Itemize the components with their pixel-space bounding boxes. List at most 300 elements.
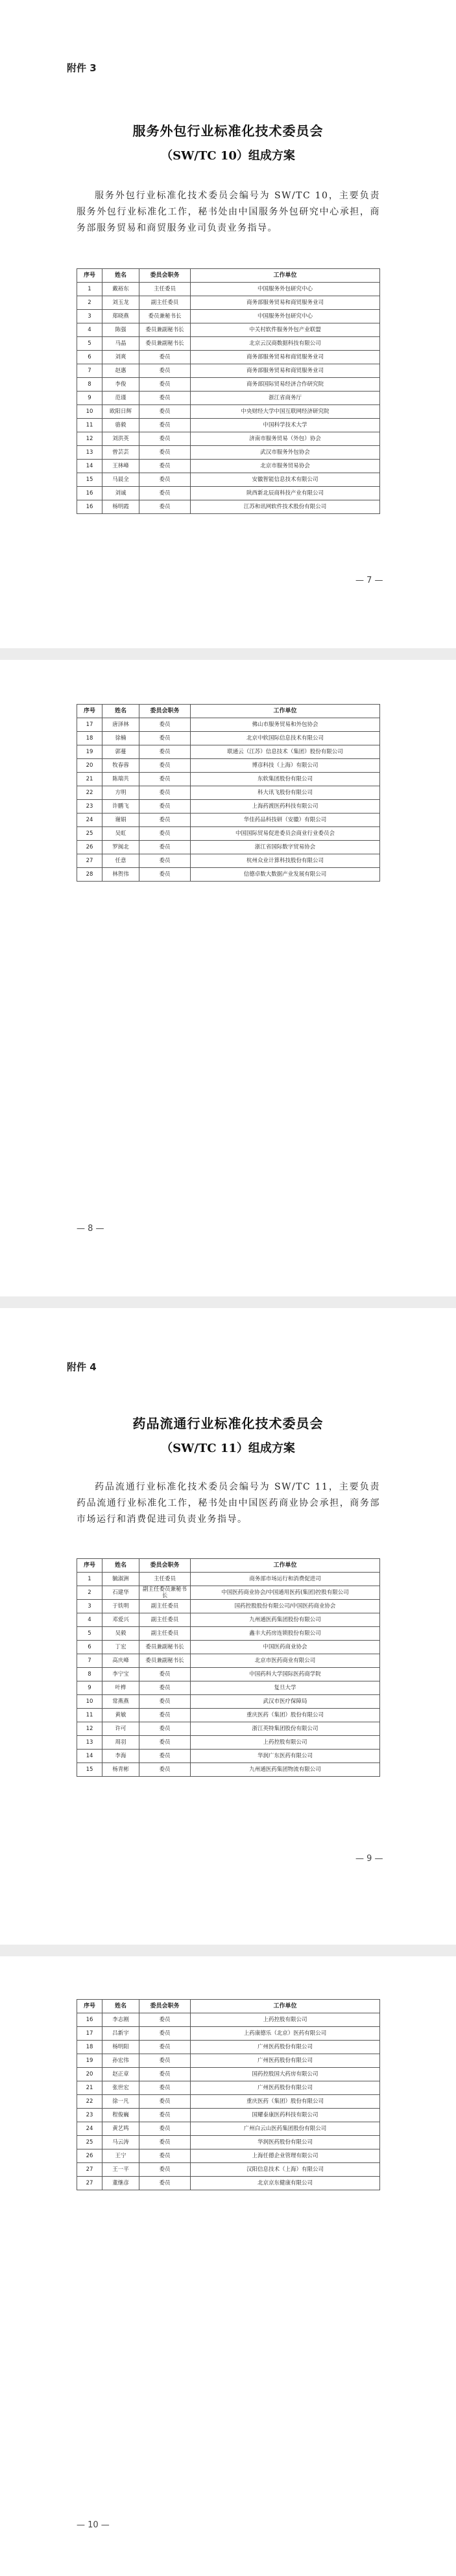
cell-name: 赵正章 xyxy=(102,2068,139,2081)
cell-role: 委员 xyxy=(139,2149,191,2163)
cell-employer: 中央财经大学中国互联网经济研究院 xyxy=(191,405,380,419)
cell-role: 副主任委员 xyxy=(139,1600,191,1613)
cell-role: 主任委员 xyxy=(139,283,191,296)
cell-name: 刘诚 xyxy=(102,487,139,500)
cell-role: 委员 xyxy=(139,1750,191,1763)
cell-index: 2 xyxy=(77,296,102,310)
cell-employer: 广州医药股份有限公司 xyxy=(191,2081,380,2095)
table-row xyxy=(77,392,380,405)
table-row xyxy=(77,814,380,827)
cell-role: 委员 xyxy=(139,2013,191,2027)
table-row xyxy=(77,854,380,868)
cell-index: 2 xyxy=(77,1586,102,1600)
cell-index: 13 xyxy=(77,1736,102,1750)
cell-role: 委员 xyxy=(139,759,191,773)
cell-role: 委员 xyxy=(139,2095,191,2109)
cell-role: 委员兼副秘书长 xyxy=(139,1641,191,1654)
cell-index: 21 xyxy=(77,773,102,786)
cell-role: 委员 xyxy=(139,1709,191,1722)
table-row xyxy=(77,2068,380,2081)
page-7 xyxy=(0,0,456,648)
cell-role: 委员 xyxy=(139,2109,191,2122)
cell-employer: 杭州众业计算科技股份有限公司 xyxy=(191,854,380,868)
cell-role: 委员 xyxy=(139,868,191,882)
cell-role: 委员兼副秘书长 xyxy=(139,323,191,337)
cell-name: 刘洪英 xyxy=(102,432,139,446)
cell-role: 委员 xyxy=(139,487,191,500)
cell-employer: 中国国际贸易促进委员会商业行业委员会 xyxy=(191,827,380,841)
cell-name: 丁宏 xyxy=(102,1641,139,1654)
cell-name: 郑晓燕 xyxy=(102,310,139,323)
cell-employer: 北京中软国际信息技术有限公司 xyxy=(191,732,380,745)
cell-employer: 中国服务外包研究中心 xyxy=(191,310,380,323)
cell-index: 19 xyxy=(77,2054,102,2068)
table-row xyxy=(77,1750,380,1763)
cell-name: 牧春蓉 xyxy=(102,759,139,773)
cell-employer: 九州通医药集团物流有限公司 xyxy=(191,1763,380,1777)
table-row xyxy=(77,2095,380,2109)
cell-name: 欧阳日辉 xyxy=(102,405,139,419)
table-row xyxy=(77,2149,380,2163)
cell-name: 石建华 xyxy=(102,1586,139,1600)
cell-employer: 济南市服务贸易（外包）协会 xyxy=(191,432,380,446)
cell-employer: 上药控股有限公司 xyxy=(191,1736,380,1750)
cell-name: 李宁宝 xyxy=(102,1668,139,1681)
cell-index: 25 xyxy=(77,827,102,841)
cell-role: 委员 xyxy=(139,1763,191,1777)
cell-index: 19 xyxy=(77,745,102,759)
cell-index: 9 xyxy=(77,392,102,405)
cell-employer: 复旦大学 xyxy=(191,1681,380,1695)
table-row xyxy=(77,773,380,786)
page-9 xyxy=(0,1308,456,1945)
table-row xyxy=(77,2177,380,2190)
cell-index: 18 xyxy=(77,732,102,745)
cell-name: 杨明阳 xyxy=(102,2041,139,2054)
cell-role: 委员 xyxy=(139,2027,191,2041)
cell-index: 1 xyxy=(77,1573,102,1586)
cell-employer: 鑫丰大药房连锁股份有限公司 xyxy=(191,1627,380,1641)
cell-index: 5 xyxy=(77,337,102,351)
table-row xyxy=(77,487,380,500)
cell-employer: 商务部服务贸易和商贸服务业司 xyxy=(191,364,380,378)
table-header-row xyxy=(77,705,380,718)
page-number: — 9 — xyxy=(355,1854,383,1864)
cell-index: 8 xyxy=(77,1668,102,1681)
member-table xyxy=(77,268,380,514)
table-row xyxy=(77,2081,380,2095)
cell-name: 吴虹 xyxy=(102,827,139,841)
cell-role: 委员 xyxy=(139,2054,191,2068)
cell-index: 12 xyxy=(77,1722,102,1736)
table-row xyxy=(77,827,380,841)
table-row xyxy=(77,364,380,378)
table-row xyxy=(77,1709,380,1722)
cell-employer: 陕西新北辰商科技产业有限公司 xyxy=(191,487,380,500)
cell-name: 刘玉龙 xyxy=(102,296,139,310)
col-header-employer: 工作单位 xyxy=(191,1559,380,1573)
cell-employer: 国耀泰康医药科技有限公司 xyxy=(191,2109,380,2122)
cell-name: 张世宏 xyxy=(102,2081,139,2095)
cell-employer: 中关村软件服务外包产业联盟 xyxy=(191,323,380,337)
table-row xyxy=(77,296,380,310)
document-subtitle: （SW/TC 10）组成方案 xyxy=(161,149,295,163)
table-row xyxy=(77,841,380,854)
cell-index: 27 xyxy=(77,2163,102,2177)
cell-index: 18 xyxy=(77,2041,102,2054)
table-header-row xyxy=(77,1559,380,1573)
table-row xyxy=(77,868,380,882)
col-header-name: 姓名 xyxy=(102,1559,139,1573)
cell-role: 委员 xyxy=(139,854,191,868)
cell-employer: 重庆医药（集团）股份有限公司 xyxy=(191,2095,380,2109)
table-row xyxy=(77,500,380,514)
cell-index: 24 xyxy=(77,2122,102,2136)
table-row xyxy=(77,800,380,814)
cell-employer: 广州医药股份有限公司 xyxy=(191,2054,380,2068)
table-row xyxy=(77,1681,380,1695)
cell-index: 24 xyxy=(77,814,102,827)
table-row xyxy=(77,718,380,732)
cell-employer: 上药控股有限公司 xyxy=(191,2013,380,2027)
cell-index: 25 xyxy=(77,2136,102,2149)
annex-label: 附件 3 xyxy=(67,62,97,74)
cell-name: 杨明霞 xyxy=(102,500,139,514)
cell-role: 委员 xyxy=(139,392,191,405)
cell-role: 委员 xyxy=(139,405,191,419)
cell-employer: 浙江英特集团股份有限公司 xyxy=(191,1722,380,1736)
cell-role: 主任委员 xyxy=(139,1573,191,1586)
cell-role: 委员 xyxy=(139,460,191,473)
cell-employer: 北京市服务贸易协会 xyxy=(191,460,380,473)
table-row xyxy=(77,1763,380,1777)
col-header-employer: 工作单位 xyxy=(191,705,380,718)
table-row xyxy=(77,2136,380,2149)
cell-employer: 国药控股股份有限公司/中国医药商业协会 xyxy=(191,1600,380,1613)
table-row xyxy=(77,2122,380,2136)
cell-name: 叶桦 xyxy=(102,1681,139,1695)
table-row xyxy=(77,1654,380,1668)
cell-employer: 汉阳信息技术（上海）有限公司 xyxy=(191,2163,380,2177)
table-row xyxy=(77,2027,380,2041)
cell-role: 委员 xyxy=(139,500,191,514)
table-row xyxy=(77,1613,380,1627)
cell-name: 李海 xyxy=(102,1750,139,1763)
document-title: 服务外包行业标准化技术委员会 xyxy=(132,123,324,139)
cell-name: 王林峰 xyxy=(102,460,139,473)
cell-employer: 东软集团股份有限公司 xyxy=(191,773,380,786)
table-row xyxy=(77,351,380,364)
cell-role: 副主任委员 xyxy=(139,1627,191,1641)
cell-index: 6 xyxy=(77,351,102,364)
cell-employer: 武汉市服务外包协会 xyxy=(191,446,380,460)
cell-name: 任意 xyxy=(102,854,139,868)
table-row xyxy=(77,1641,380,1654)
cell-name: 孙宏伟 xyxy=(102,2054,139,2068)
cell-role: 委员 xyxy=(139,1722,191,1736)
cell-role: 委员 xyxy=(139,2163,191,2177)
table-row xyxy=(77,2109,380,2122)
col-header-name: 姓名 xyxy=(102,2000,139,2013)
cell-employer: 浙江省国际数字贸易协会 xyxy=(191,841,380,854)
cell-employer: 信德卓数大数据产业发展有限公司 xyxy=(191,868,380,882)
col-header-role: 委员会职务 xyxy=(139,2000,191,2013)
cell-employer: 上海任德企业管理有限公司 xyxy=(191,2149,380,2163)
table-row xyxy=(77,759,380,773)
cell-role: 委员 xyxy=(139,1681,191,1695)
cell-role: 委员 xyxy=(139,364,191,378)
cell-role: 委员 xyxy=(139,2041,191,2054)
col-header-index: 序号 xyxy=(77,269,102,283)
cell-index: 13 xyxy=(77,446,102,460)
cell-name: 林贺伟 xyxy=(102,868,139,882)
table-row xyxy=(77,745,380,759)
cell-employer: 佛山市服务贸易和外包协会 xyxy=(191,718,380,732)
cell-index: 10 xyxy=(77,1695,102,1709)
cell-index: 16 xyxy=(77,487,102,500)
cell-index: 3 xyxy=(77,310,102,323)
cell-employer: 上海药渡医药科技有限公司 xyxy=(191,800,380,814)
cell-index: 27 xyxy=(77,2177,102,2190)
table-row xyxy=(77,378,380,392)
col-header-index: 序号 xyxy=(77,705,102,718)
cell-employer: 商务部服务贸易和商贸服务业司 xyxy=(191,351,380,364)
cell-name: 常燕燕 xyxy=(102,1695,139,1709)
cell-name: 曾芸芸 xyxy=(102,446,139,460)
cell-index: 4 xyxy=(77,323,102,337)
cell-index: 15 xyxy=(77,1763,102,1777)
cell-name: 许可 xyxy=(102,1722,139,1736)
cell-name: 谢娟 xyxy=(102,814,139,827)
cell-role: 委员兼秘书长 xyxy=(139,310,191,323)
cell-role: 委员 xyxy=(139,432,191,446)
cell-index: 7 xyxy=(77,364,102,378)
cell-index: 20 xyxy=(77,759,102,773)
cell-role: 委员 xyxy=(139,2081,191,2095)
cell-name: 徐一凡 xyxy=(102,2095,139,2109)
table-row xyxy=(77,1736,380,1750)
cell-employer: 北京京东健康有限公司 xyxy=(191,2177,380,2190)
cell-index: 14 xyxy=(77,460,102,473)
cell-employer: 江苏和讯网软件技术股份有限公司 xyxy=(191,500,380,514)
page-10 xyxy=(0,1956,456,2576)
table-row xyxy=(77,1722,380,1736)
cell-role: 委员 xyxy=(139,841,191,854)
cell-name: 郭蔓 xyxy=(102,745,139,759)
cell-employer: 中国医药商业协会/中国通用医药(集团)控股有限公司 xyxy=(191,1586,380,1600)
cell-name: 李志刚 xyxy=(102,2013,139,2027)
cell-role: 委员兼副秘书长 xyxy=(139,1654,191,1668)
table-row xyxy=(77,310,380,323)
table-row xyxy=(77,1600,380,1613)
cell-employer: 中国科学技术大学 xyxy=(191,419,380,432)
cell-index: 26 xyxy=(77,841,102,854)
cell-index: 17 xyxy=(77,718,102,732)
member-table xyxy=(77,1999,380,2190)
table-header-row xyxy=(77,269,380,283)
table-row xyxy=(77,1586,380,1600)
col-header-name: 姓名 xyxy=(102,705,139,718)
intro-paragraph: 服务外包行业标准化技术委员会编号为 SW/TC 10，主要负责服务外包行业标准化工作，秘书处由中国服务外包研究中心承担，商务部服务贸易和商贸服务业司负责业务指导。 xyxy=(77,191,380,233)
table-row xyxy=(77,1627,380,1641)
cell-index: 22 xyxy=(77,786,102,800)
cell-employer: 中国医药商业协会 xyxy=(191,1641,380,1654)
cell-employer: 商务部市场运行和消费促进司 xyxy=(191,1573,380,1586)
cell-name: 唐泽林 xyxy=(102,718,139,732)
cell-name: 吴毅 xyxy=(102,1627,139,1641)
col-header-role: 委员会职务 xyxy=(139,1559,191,1573)
cell-role: 委员 xyxy=(139,473,191,487)
cell-employer: 博彦科技（上海）有限公司 xyxy=(191,759,380,773)
col-header-name: 姓名 xyxy=(102,269,139,283)
cell-index: 4 xyxy=(77,1613,102,1627)
cell-role: 委员 xyxy=(139,2122,191,2136)
table-row xyxy=(77,446,380,460)
cell-employer: 重庆医药（集团）股份有限公司 xyxy=(191,1709,380,1722)
col-header-employer: 工作单位 xyxy=(191,2000,380,2013)
page-number: — 7 — xyxy=(355,576,383,585)
cell-role: 委员 xyxy=(139,814,191,827)
cell-employer: 商务部国际贸易经济合作研究院 xyxy=(191,378,380,392)
cell-employer: 广州医药股份有限公司 xyxy=(191,2041,380,2054)
cell-employer: 广州白云山医药集团股份有限公司 xyxy=(191,2122,380,2136)
cell-index: 28 xyxy=(77,868,102,882)
cell-role: 委员 xyxy=(139,2177,191,2190)
col-header-index: 序号 xyxy=(77,2000,102,2013)
cell-index: 11 xyxy=(77,1709,102,1722)
cell-name: 马晶 xyxy=(102,337,139,351)
cell-index: 16 xyxy=(77,500,102,514)
cell-employer: 商务部服务贸易和商贸服务业司 xyxy=(191,296,380,310)
cell-index: 8 xyxy=(77,378,102,392)
member-table xyxy=(77,1558,380,1777)
cell-name: 罗闽北 xyxy=(102,841,139,854)
cell-index: 6 xyxy=(77,1641,102,1654)
cell-name: 马云涛 xyxy=(102,2136,139,2149)
cell-index: 9 xyxy=(77,1681,102,1695)
table-row xyxy=(77,337,380,351)
table-row xyxy=(77,732,380,745)
cell-name: 赵惠 xyxy=(102,364,139,378)
page-gap xyxy=(0,648,456,660)
cell-index: 27 xyxy=(77,854,102,868)
cell-role: 委员 xyxy=(139,718,191,732)
cell-employer: 中国药科大学国际医药商学院 xyxy=(191,1668,380,1681)
col-header-role: 委员会职务 xyxy=(139,269,191,283)
cell-name: 刘爽 xyxy=(102,351,139,364)
cell-role: 委员 xyxy=(139,446,191,460)
cell-role: 委员 xyxy=(139,2068,191,2081)
page-gap xyxy=(0,1296,456,1308)
cell-name: 杨青彬 xyxy=(102,1763,139,1777)
cell-role: 委员 xyxy=(139,827,191,841)
cell-employer: 华润医药股份有限公司 xyxy=(191,2136,380,2149)
cell-employer: 安徽智能信息技术有限公司 xyxy=(191,473,380,487)
cell-employer: 科大讯飞股份有限公司 xyxy=(191,786,380,800)
table-row xyxy=(77,2054,380,2068)
cell-name: 李俊 xyxy=(102,378,139,392)
intro-paragraph: 药品流通行业标准化技术委员会编号为 SW/TC 11，主要负责药品流通行业标准化工作，秘书处由中国医药商业协会承担，商务部市场运行和消费促进司负责业务指导。 xyxy=(77,1482,380,1525)
table-row xyxy=(77,283,380,296)
cell-employer: 国药控股国大药房有限公司 xyxy=(191,2068,380,2081)
table-row xyxy=(77,405,380,419)
cell-employer: 九州通医药集团股份有限公司 xyxy=(191,1613,380,1627)
table-row xyxy=(77,460,380,473)
document-title: 药品流通行业标准化技术委员会 xyxy=(132,1416,324,1431)
annex-label: 附件 4 xyxy=(67,1361,97,1373)
cell-role: 委员 xyxy=(139,351,191,364)
cell-employer: 武汉市医疗保障局 xyxy=(191,1695,380,1709)
table-row xyxy=(77,1695,380,1709)
table-row xyxy=(77,473,380,487)
cell-index: 26 xyxy=(77,2149,102,2163)
table-row xyxy=(77,1668,380,1681)
cell-index: 7 xyxy=(77,1654,102,1668)
cell-name: 范谨 xyxy=(102,392,139,405)
cell-index: 23 xyxy=(77,800,102,814)
col-header-employer: 工作单位 xyxy=(191,269,380,283)
table-row xyxy=(77,2013,380,2027)
table-row xyxy=(77,1573,380,1586)
cell-name: 徐楠 xyxy=(102,732,139,745)
cell-role: 委员 xyxy=(139,1668,191,1681)
cell-name: 董继彦 xyxy=(102,2177,139,2190)
col-header-index: 序号 xyxy=(77,1559,102,1573)
cell-index: 22 xyxy=(77,2095,102,2109)
cell-index: 1 xyxy=(77,283,102,296)
document-subtitle: （SW/TC 11）组成方案 xyxy=(161,1442,295,1455)
cell-index: 21 xyxy=(77,2081,102,2095)
cell-name: 许鹏飞 xyxy=(102,800,139,814)
cell-index: 15 xyxy=(77,473,102,487)
cell-index: 23 xyxy=(77,2109,102,2122)
cell-name: 戴裕东 xyxy=(102,283,139,296)
cell-role: 委员 xyxy=(139,1736,191,1750)
cell-index: 12 xyxy=(77,432,102,446)
page-number: — 10 — xyxy=(77,2520,110,2530)
cell-name: 黄艺鸣 xyxy=(102,2122,139,2136)
cell-name: 王一平 xyxy=(102,2163,139,2177)
cell-name: 黄敏 xyxy=(102,1709,139,1722)
cell-role: 委员 xyxy=(139,800,191,814)
cell-role: 委员 xyxy=(139,378,191,392)
cell-employer: 北京云汉商数据科技有限公司 xyxy=(191,337,380,351)
cell-employer: 华润广东医药有限公司 xyxy=(191,1750,380,1763)
cell-employer: 联通云（江苏）信息技术（集团）股份有限公司 xyxy=(191,745,380,759)
member-table xyxy=(77,704,380,882)
cell-role: 委员 xyxy=(139,773,191,786)
cell-role: 副主任委员 xyxy=(139,296,191,310)
cell-index: 5 xyxy=(77,1627,102,1641)
cell-role: 委员 xyxy=(139,732,191,745)
cell-role: 委员 xyxy=(139,2136,191,2149)
cell-role: 委员 xyxy=(139,419,191,432)
cell-name: 方明 xyxy=(102,786,139,800)
cell-employer: 上药康德乐（北京）医药有限公司 xyxy=(191,2027,380,2041)
cell-index: 17 xyxy=(77,2027,102,2041)
cell-name: 邓爱兴 xyxy=(102,1613,139,1627)
table-header-row xyxy=(77,2000,380,2013)
cell-index: 3 xyxy=(77,1600,102,1613)
cell-employer: 浙江省商务厅 xyxy=(191,392,380,405)
page-gap xyxy=(0,1945,456,1956)
table-row xyxy=(77,432,380,446)
cell-name: 程俊巍 xyxy=(102,2109,139,2122)
cell-index: 11 xyxy=(77,419,102,432)
cell-name: 陈强 xyxy=(102,323,139,337)
table-row xyxy=(77,419,380,432)
cell-index: 16 xyxy=(77,2013,102,2027)
